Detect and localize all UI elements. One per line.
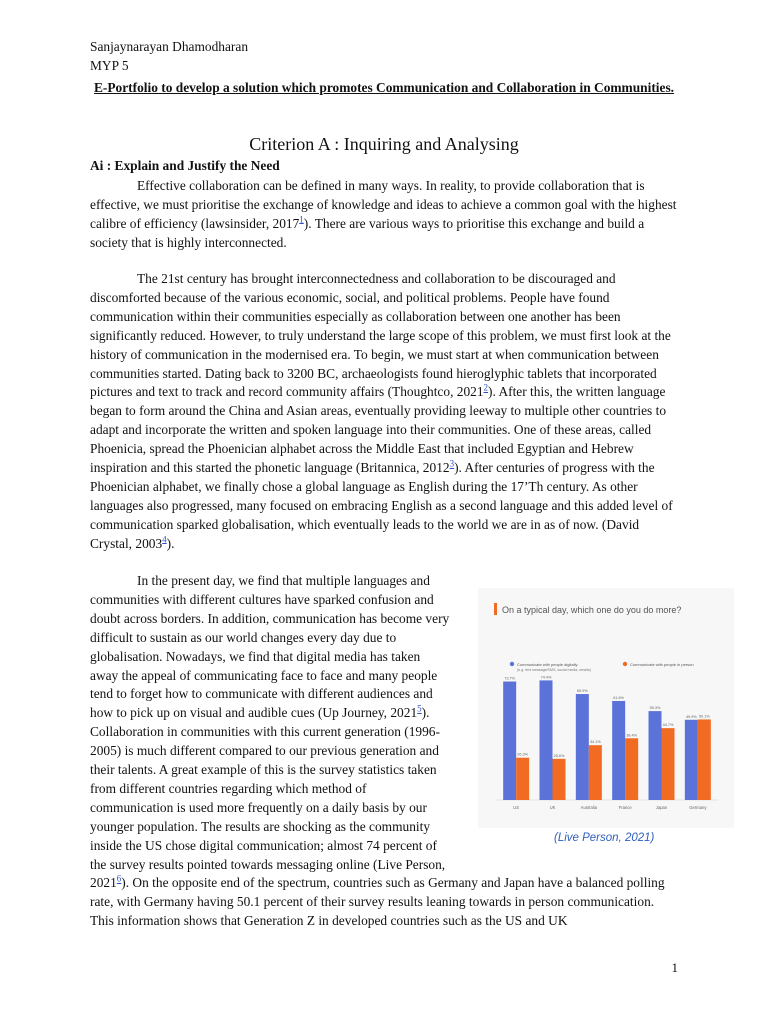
data-label: 61.6% — [613, 695, 625, 700]
bar-digital-uk — [540, 680, 553, 800]
footnote-ref-6[interactable]: 6 — [116, 873, 122, 884]
x-tick-label: Germany — [689, 805, 707, 810]
para3-line: inside the US chose digital communication; almost 74 percent of — [90, 837, 437, 853]
para3-line: tend to forget how to communicate with different audiences and — [90, 686, 433, 702]
data-label: 65.9% — [576, 689, 588, 694]
legend-label-digital: Communicate with people digitally — [517, 662, 578, 667]
paragraph-3-wrapped — [90, 572, 468, 875]
footnote-ref-1[interactable]: 1 — [299, 214, 304, 225]
data-label: 49.9% — [685, 714, 697, 719]
legend-sublabel-digital: (e.g. text message/SMS, social media, emails) — [517, 668, 591, 672]
bar-inperson-germany — [698, 719, 711, 800]
criterion-heading: Criterion A : Inquiring and Analysing — [249, 134, 519, 154]
para1-text-b: ). There are various ways to prioritise this exchange and build a society that is highly interconnected. — [90, 215, 645, 250]
para3-line: communities with different cultures have sparked confusion and — [90, 591, 434, 607]
para3-line: away the appeal of communicating face to face and many people — [90, 667, 438, 683]
data-label: 73.7% — [504, 676, 516, 681]
bar-inperson-us — [516, 758, 529, 800]
para3-line: 2005) is much different compared to our previous generation and — [90, 743, 439, 759]
footnote-ref-2[interactable]: 2 — [483, 382, 489, 393]
data-label: 74.4% — [540, 675, 552, 680]
x-tick-label: US — [513, 805, 520, 810]
para2-text-d: ). — [166, 535, 175, 551]
author-name: Sanjaynarayan Dhamodharan — [90, 39, 249, 54]
chart-title: On a typical day, which one do you do more? — [502, 605, 682, 615]
legend-swatch-digital — [510, 662, 514, 666]
chart-title-accent — [494, 603, 497, 615]
x-tick-label: France — [618, 805, 632, 810]
survey-chart — [478, 588, 734, 828]
data-label: 50.1% — [698, 714, 710, 719]
bar-inperson-uk — [553, 759, 566, 800]
para3-line: globalisation. Nowadays, we find that digital media has taken — [90, 648, 421, 664]
para2-text-a: The 21st century has brought interconnectedness and collaboration to be discouraged and discomforted because of the various economic, social, and political problems. People have found communication within their communities especially as collaboration between one another has been significantly reduced. However, to truly understand the large scope of this problem, we must first look at the history of communication in the modernised era. To begin, we must start at when communication between communities started. Dating back to 3200 BC, archaeologists found hieroglyphic tablets that incorporated pictures and text to track and record community affairs (Thoughtco, 2021 — [90, 271, 671, 400]
legend-swatch-inperson — [623, 662, 627, 666]
footnote-ref-3[interactable]: 3 — [449, 458, 455, 469]
para3-line: their talents. A great example of this is the survey statistics taken — [90, 762, 437, 778]
paragraph-1 — [90, 177, 678, 253]
document-title: E-Portfolio to develop a solution which promotes Communication and Collaboration in Communities. — [93, 80, 675, 95]
paragraph-2 — [90, 270, 678, 554]
bar-inperson-australia — [589, 745, 602, 800]
bar-digital-japan — [649, 711, 662, 800]
para3-line: difficult to sustain as our world changes every day due to — [90, 629, 397, 645]
page-number: 1 — [671, 960, 678, 975]
para3-line: younger population. The results are shocking as the community — [90, 818, 431, 834]
data-label: 55.3% — [649, 706, 661, 711]
section-heading: Ai : Explain and Justify the Need — [90, 158, 280, 173]
para3-tail-b: ). On the opposite end of the spectrum, countries such as Germany and Japan have a balanced polling rate, with Germany having 50.1 percent of their survey results leaning towards in person communication. This information shows that Generation Z in developed countries such as the US and UK — [90, 875, 665, 928]
para3-tail-a: 2021 — [90, 875, 117, 890]
para3-text: ). — [421, 705, 430, 721]
data-label: 38.4% — [626, 733, 638, 738]
class-label: MYP 5 — [90, 58, 129, 73]
data-label: 44.7% — [662, 723, 674, 728]
survey-chart-svg — [478, 588, 734, 828]
paragraph-3-tail — [90, 874, 678, 931]
chart-caption: (Live Person, 2021) — [554, 832, 655, 844]
para3-text: how to pick up on visual and audible cues (Up Journey, 2021 — [90, 705, 418, 721]
bar-digital-us — [503, 682, 516, 800]
data-label: 34.1% — [589, 740, 601, 745]
para2-text-b: ). After this, the written language began to form around the China and Asian areas, eventually providing leeway to multiple other countries to adapt and incorporate the written and spoken language into their communities. One of these areas, called Phoenicia, spread the Phoenician alphabet across the Middle East that included Egyptian and Hebrew inspiration and this started the phonetic language (Britannica, 2012 — [90, 384, 667, 476]
para3-line — [90, 704, 468, 723]
para3-line: doubt across borders. In addition, communication has become very — [90, 610, 450, 626]
x-tick-label: Australia — [580, 805, 597, 810]
para3-line: Collaboration in communities with this current generation (1996- — [90, 724, 440, 740]
data-label: 26.3% — [517, 752, 529, 757]
bar-inperson-japan — [662, 728, 675, 800]
bar-digital-germany — [685, 720, 698, 800]
bar-inperson-france — [625, 738, 638, 800]
x-tick-label: Japan — [655, 805, 668, 810]
para3-line: communication is used more frequently on a daily basis by our — [90, 799, 427, 815]
footnote-ref-5[interactable]: 5 — [417, 703, 422, 714]
footnote-ref-4[interactable]: 4 — [162, 534, 167, 545]
x-tick-label: UK — [549, 805, 556, 810]
para3-line: In the present day, we find that multiple languages and — [137, 573, 430, 588]
bar-digital-australia — [576, 694, 589, 800]
para1-text-a: Effective collaboration can be defined in many ways. In reality, to provide collaboration that is effective, we must prioritise the exchange of knowledge and ideas to achieve a common goal with the highest calibre of efficiency (lawsinsider, 2017 — [90, 178, 677, 231]
bar-digital-france — [612, 701, 625, 800]
para3-line: the survey results pointed towards messaging online (Live Person, — [90, 856, 446, 872]
legend-label-inperson: Communicate with people in person — [630, 662, 694, 667]
data-label: 25.6% — [553, 753, 565, 758]
para3-line: from different countries regarding which method of — [90, 780, 367, 796]
para2-text-c: ). After centuries of progress with the Phoenician alphabet, we finally chose a global language as English during the 17’Th century. As other languages also progressed, many focused on embracing English as a second language and this added level of communication sparked globalisation, which eventually leads to the world we are in as of now. (David Crystal, 2003 — [90, 460, 673, 551]
chart-bars — [503, 675, 711, 810]
